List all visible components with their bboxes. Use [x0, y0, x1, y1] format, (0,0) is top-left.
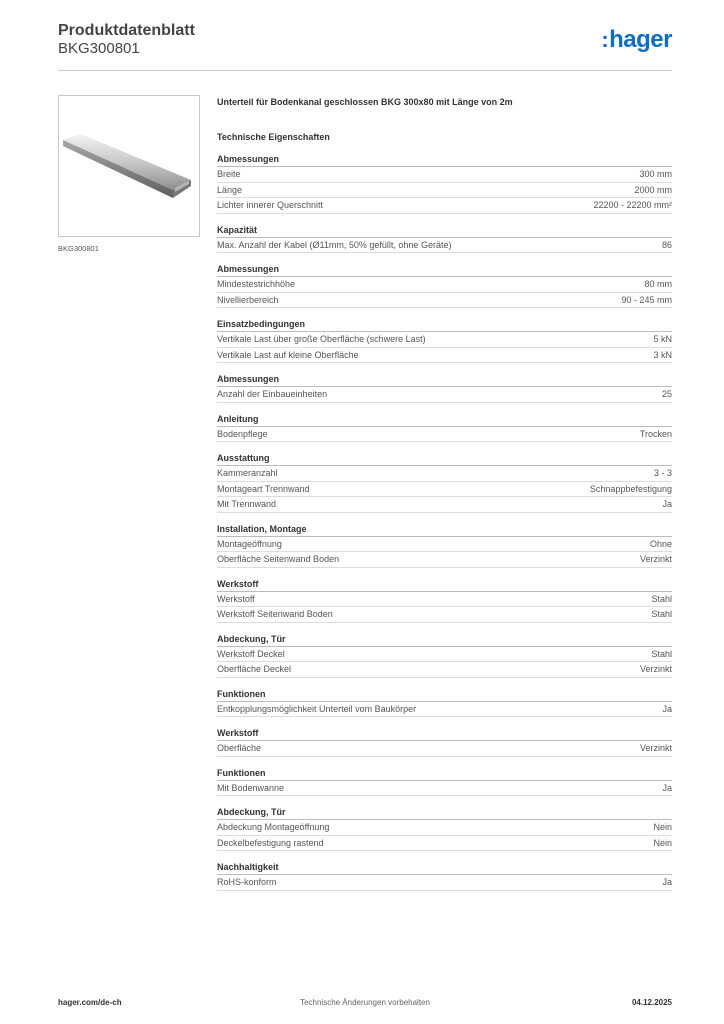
- image-caption: BKG300801: [58, 244, 99, 253]
- spec-label: Bodenpflege: [217, 428, 268, 439]
- spec-section: [217, 806, 672, 851]
- section-title: Abmessungen: [217, 373, 672, 387]
- spec-row: [217, 293, 672, 309]
- spec-row: [217, 662, 672, 678]
- spec-row: [217, 836, 672, 852]
- section-title: Anleitung: [217, 413, 672, 427]
- spec-value: 2000 mm: [634, 184, 672, 195]
- spec-value: Trocken: [639, 428, 672, 439]
- page-footer: [58, 994, 672, 1014]
- spec-value: Verzinkt: [639, 554, 672, 564]
- spec-row: [217, 277, 672, 293]
- spec-section: [217, 633, 672, 678]
- spec-row: [217, 781, 672, 797]
- spec-label: Oberfläche Deckel: [217, 664, 292, 674]
- spec-label: Werkstoff Deckel: [217, 648, 285, 659]
- section-title: Abdeckung, Tür: [217, 633, 672, 647]
- spec-value: 22200 - 22200 mm²: [593, 200, 672, 210]
- spec-row: [217, 387, 672, 403]
- spec-label: Oberfläche: [217, 743, 262, 753]
- spec-value: 5 kN: [653, 334, 672, 344]
- section-title: Installation, Montage: [217, 523, 672, 537]
- spec-label: Vertikale Last über große Oberfläche (schwere Last): [217, 334, 426, 344]
- logo-text: hager: [609, 26, 672, 53]
- spec-row: [217, 741, 672, 757]
- properties-title: Technische Eigenschaften: [217, 132, 330, 142]
- footer-website: hager.com/de-ch: [58, 998, 122, 1007]
- document-title: Produktdatenblatt: [58, 22, 195, 39]
- spec-value: Verzinkt: [639, 664, 672, 674]
- spec-value: Verzinkt: [639, 743, 672, 753]
- spec-value: Ja: [662, 703, 672, 714]
- section-title: Ausstattung: [217, 452, 672, 466]
- section-title: Einsatzbedingungen: [217, 318, 672, 332]
- spec-section: [217, 413, 672, 443]
- spec-value: Nein: [653, 822, 672, 832]
- spec-row: [217, 647, 672, 663]
- section-title: Abmessungen: [217, 153, 672, 167]
- spec-row: [217, 820, 672, 836]
- spec-section: [217, 767, 672, 797]
- footer-date: 04.12.2025: [631, 998, 672, 1007]
- spec-label: Werkstoff: [217, 593, 255, 604]
- section-title: Werkstoff: [217, 727, 672, 741]
- spec-label: Vertikale Last auf kleine Oberfläche: [217, 349, 359, 360]
- spec-value: 300 mm: [639, 169, 672, 179]
- spec-section: [217, 861, 672, 891]
- spec-section: [217, 578, 672, 623]
- section-title: Nachhaltigkeit: [217, 861, 672, 875]
- spec-section: [217, 373, 672, 403]
- spec-row: [217, 482, 672, 498]
- spec-row: [217, 497, 672, 513]
- spec-value: Schnappbefestigung: [589, 483, 672, 494]
- spec-label: Breite: [217, 169, 241, 179]
- spec-row: [217, 183, 672, 199]
- spec-value: 25: [661, 389, 672, 399]
- spec-row: [217, 198, 672, 214]
- spec-label: Länge: [217, 184, 243, 195]
- spec-section: [217, 153, 672, 214]
- spec-label: Montageöffnung: [217, 538, 282, 549]
- spec-value: 80 mm: [644, 279, 672, 289]
- spec-row: [217, 167, 672, 183]
- product-code: BKG300801: [58, 40, 140, 57]
- properties-sections: [217, 153, 672, 891]
- page-header: [58, 20, 672, 71]
- product-description: Unterteil für Bodenkanal geschlossen BKG 300x80 mit Länge von 2m: [217, 97, 513, 107]
- spec-section: [217, 452, 672, 513]
- spec-value: Nein: [653, 837, 672, 848]
- spec-label: Deckelbefestigung rastend: [217, 837, 324, 848]
- spec-value: 86: [661, 239, 672, 250]
- spec-row: [217, 466, 672, 482]
- spec-label: Abdeckung Montageöffnung: [217, 822, 330, 832]
- spec-row: [217, 348, 672, 364]
- section-title: Abmessungen: [217, 263, 672, 277]
- spec-value: Stahl: [651, 648, 672, 659]
- section-title: Funktionen: [217, 688, 672, 702]
- spec-label: Montageart Trennwand: [217, 483, 310, 494]
- spec-label: Anzahl der Einbaueinheiten: [217, 389, 328, 399]
- spec-section: [217, 727, 672, 757]
- spec-section: [217, 224, 672, 254]
- spec-value: Ja: [662, 782, 672, 793]
- spec-value: 3 - 3: [653, 468, 672, 478]
- footer-disclaimer: Technische Änderungen vorbehalten: [300, 998, 430, 1007]
- spec-label: Mit Trennwand: [217, 499, 277, 509]
- spec-label: Werkstoff Seitenwand Boden: [217, 609, 333, 619]
- spec-row: [217, 875, 672, 891]
- spec-row: [217, 537, 672, 553]
- spec-row: [217, 702, 672, 718]
- spec-row: [217, 552, 672, 568]
- hager-logo: [601, 26, 672, 54]
- spec-row: [217, 427, 672, 443]
- spec-label: Oberfläche Seitenwand Boden: [217, 554, 340, 564]
- specification-content: [217, 96, 672, 891]
- spec-value: Ja: [662, 499, 672, 509]
- spec-row: [217, 592, 672, 608]
- spec-section: [217, 263, 672, 308]
- spec-section: [217, 688, 672, 718]
- product-image: [58, 95, 200, 237]
- spec-label: Entkopplungsmöglichkeit Unterteil vom Baukörper: [217, 703, 417, 714]
- spec-row: [217, 607, 672, 623]
- section-title: Abdeckung, Tür: [217, 806, 672, 820]
- floor-duct-image-icon: [59, 96, 199, 236]
- spec-value: Ja: [662, 877, 672, 887]
- logo-dots-icon: :: [601, 27, 609, 52]
- section-title: Kapazität: [217, 224, 672, 238]
- spec-label: Lichter innerer Querschnitt: [217, 200, 324, 210]
- spec-label: Kammeranzahl: [217, 468, 278, 478]
- spec-value: 3 kN: [653, 349, 672, 360]
- spec-value: Stahl: [651, 593, 672, 604]
- spec-label: Nivellierbereich: [217, 294, 279, 305]
- spec-value: Stahl: [651, 609, 672, 619]
- section-title: Funktionen: [217, 767, 672, 781]
- section-title: Werkstoff: [217, 578, 672, 592]
- spec-row: [217, 332, 672, 348]
- spec-label: Max. Anzahl der Kabel (Ø11mm, 50% gefüllt, ohne Geräte): [217, 239, 452, 250]
- spec-value: Ohne: [649, 538, 672, 549]
- spec-value: 90 - 245 mm: [621, 294, 672, 305]
- spec-section: [217, 318, 672, 363]
- spec-label: Mit Bodenwanne: [217, 782, 285, 793]
- spec-row: [217, 238, 672, 254]
- spec-section: [217, 523, 672, 568]
- spec-label: Mindestestrichhöhe: [217, 279, 296, 289]
- spec-label: RoHS-konform: [217, 877, 277, 887]
